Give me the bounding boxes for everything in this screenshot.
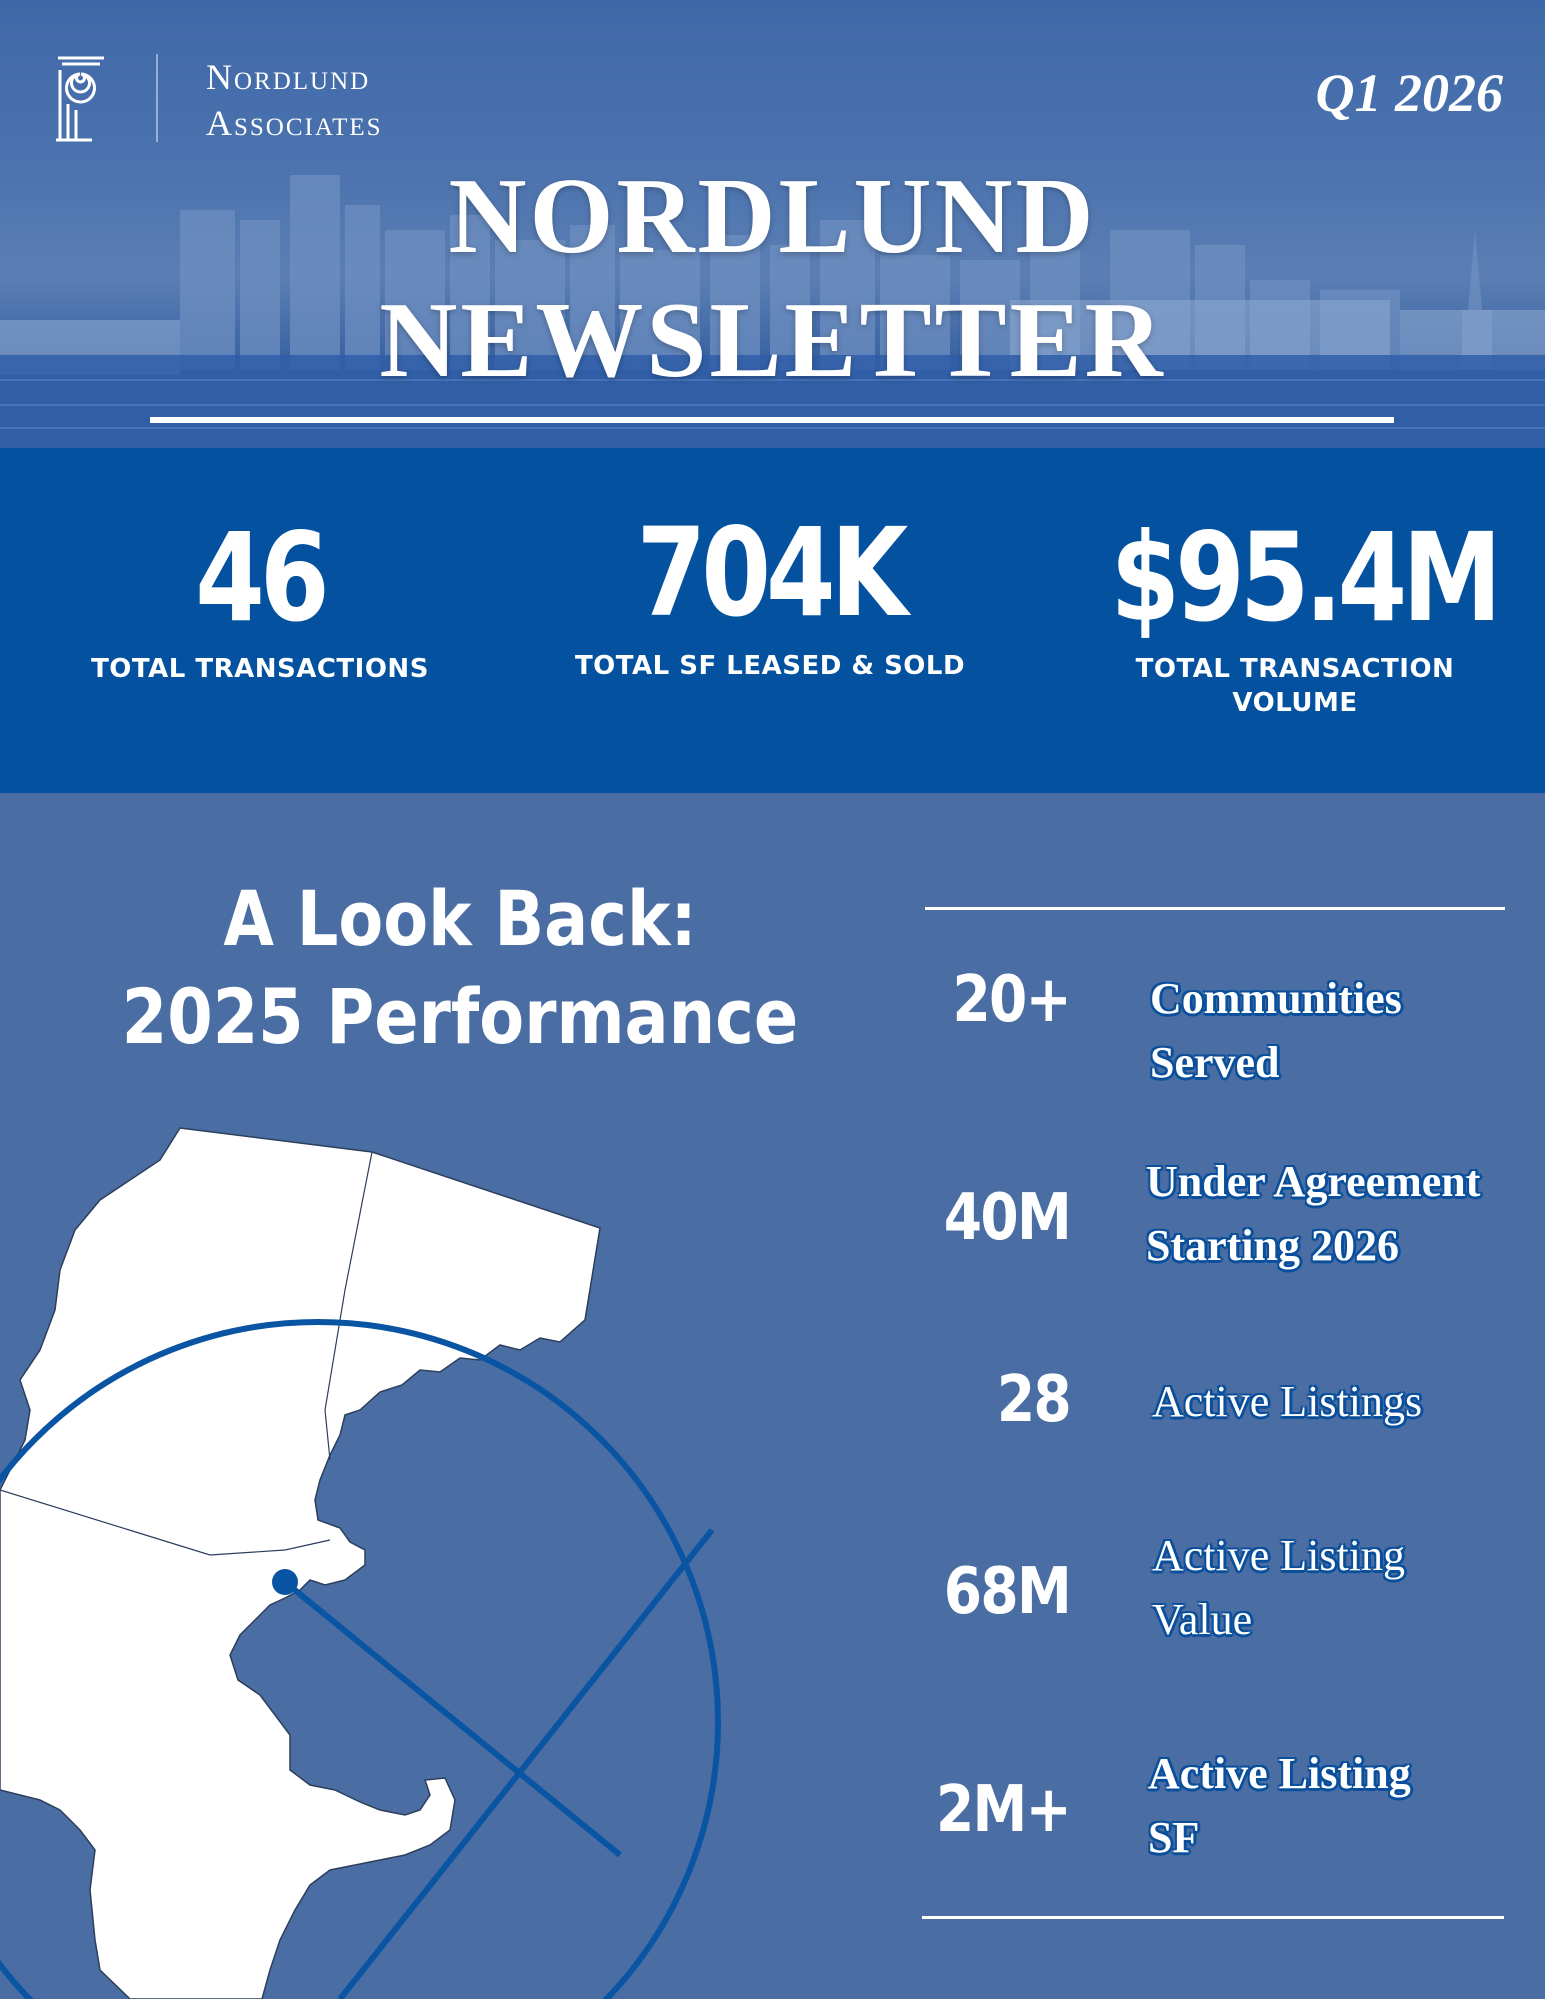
- company-wordmark: [206, 54, 383, 146]
- title-line-2: NEWSLETTER: [379, 281, 1166, 400]
- metric-value-communities: 20+: [952, 963, 1070, 1037]
- metric-label-line: Under Agreement: [1146, 1157, 1481, 1206]
- header-banner: [0, 0, 1545, 448]
- stat-total-transactions: [60, 448, 460, 686]
- metric-label-communities: [1150, 967, 1545, 1095]
- wordmark-line-1: Nordlund: [206, 57, 371, 97]
- stat-total-sf: [570, 448, 970, 683]
- logo-divider: [156, 54, 158, 142]
- metric-label-listing-value: [1152, 1524, 1545, 1652]
- newsletter-title: [0, 155, 1545, 403]
- metric-label-line: Served: [1150, 1038, 1280, 1087]
- metric-value-under-agreement: 40M: [943, 1181, 1070, 1255]
- stat-value: $95.4M: [1110, 507, 1497, 649]
- metric-value-listing-value: 68M: [943, 1555, 1070, 1629]
- metric-value-listing-sf: 2M+: [935, 1773, 1070, 1847]
- issue-label: Q1 2026: [1315, 63, 1503, 123]
- performance-heading: [116, 870, 804, 1066]
- stat-label-line-2: VOLUME: [1232, 688, 1358, 718]
- performance-heading-line-2: 2025 Performance: [121, 972, 799, 1061]
- metric-label-active-listings: [1152, 1370, 1545, 1434]
- title-line-1: NORDLUND: [448, 157, 1097, 276]
- new-england-landmass: [0, 1128, 600, 1999]
- stat-label-line-1: TOTAL TRANSACTION: [1135, 654, 1455, 684]
- stat-value: 704K: [636, 502, 904, 644]
- stat-label: TOTAL TRANSACTIONS: [91, 654, 429, 684]
- performance-heading-line-1: A Look Back:: [223, 874, 697, 963]
- stat-value: 46: [195, 507, 325, 649]
- stats-band: [0, 448, 1545, 793]
- metric-label-line: Active Listing: [1152, 1531, 1405, 1580]
- metrics-top-rule: [925, 907, 1505, 910]
- metric-label-line: SF: [1148, 1813, 1200, 1862]
- nordlund-logo-icon: [52, 54, 110, 144]
- new-england-map-icon: [0, 1110, 740, 1999]
- title-underline: [150, 417, 1394, 423]
- metric-label-line: Value: [1152, 1595, 1253, 1644]
- metric-label-listing-sf: [1148, 1742, 1545, 1870]
- stat-transaction-volume: [1070, 448, 1520, 720]
- metric-label-under-agreement: [1146, 1150, 1536, 1278]
- metric-label-line: Active Listings: [1152, 1377, 1423, 1426]
- metric-label-line: Communities: [1150, 974, 1402, 1023]
- wordmark-line-2: Associates: [206, 103, 383, 143]
- metric-label-line: Active Listing: [1148, 1749, 1411, 1798]
- metric-label-line: Starting 2026: [1146, 1221, 1399, 1270]
- metrics-bottom-rule: [922, 1916, 1504, 1919]
- metric-value-active-listings: 28: [996, 1363, 1070, 1437]
- stat-label: TOTAL SF LEASED & SOLD: [574, 651, 966, 681]
